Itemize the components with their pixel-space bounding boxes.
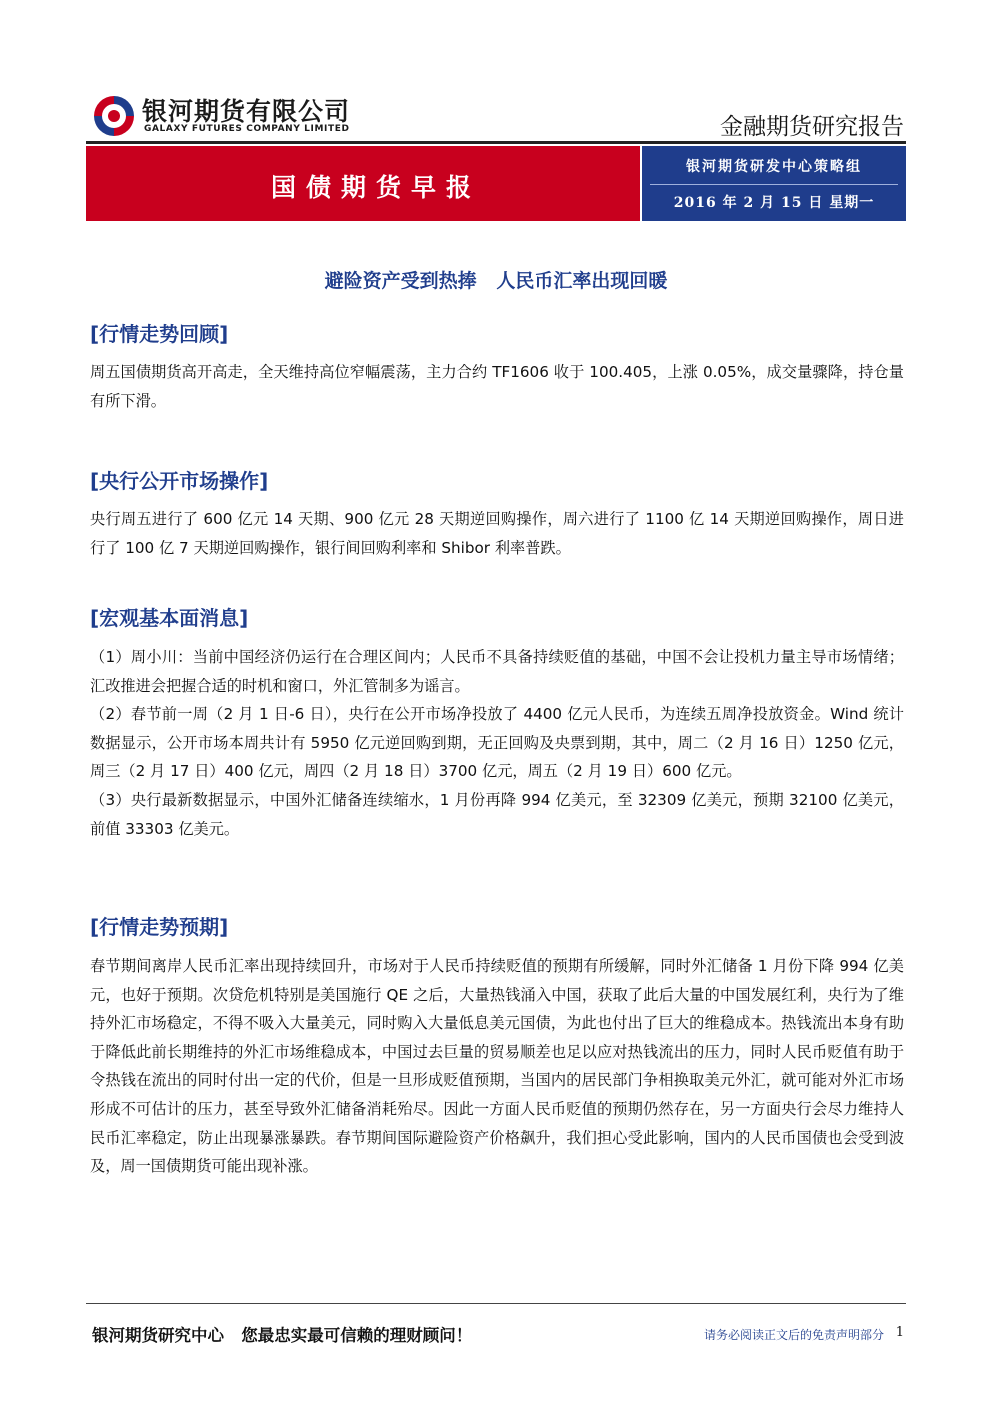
report-type: 金融期货研究报告 xyxy=(720,114,904,140)
banner-info-divider xyxy=(650,184,898,185)
paragraph: 春节期间离岸人民币汇率出现持续回升，市场对于人民币持续贬值的预期有所缓解，同时外汇储备 1 月份下降 994 亿美元，也好于预期。次贷危机特别是美国施行 QE 之后，大量热钱涌入中国，获取了此后大量的中国发展红利，央行为了维持外汇市场稳定，不得不吸入大量美元，同时购入大量低息美元国债，为此也付出了巨大的维稳成本。热钱流出本身有助于降低此前长期维持的外汇市场维稳成本，中国过去巨量的贸易顺差也足以应对热钱流出的压力，同时人民币贬值有助于令热钱在流出的同时付出一定的代价，但是一旦形成贬值预期，当国内的居民部门争相换取美元外汇，就可能对外汇市场形成不可估计的压力，甚至导致外汇储备消耗殆尽。因此一方面人民币贬值的预期仍然存在，另一方面央行会尽力维持人民币汇率稳定，防止出现暴涨暴跌。春节期间国际避险资产价格飙升，我们担心受此影响，国内的人民币国债也会受到波及，周一国债期货可能出现补涨。 xyxy=(90,957,904,1176)
paragraph: 周五国债期货高开高走，全天维持高位窄幅震荡，主力合约 TF1606 收于 100.405，上涨 0.05%，成交量骤降，持仓量有所下滑。 xyxy=(90,363,904,410)
paragraph: （3）央行最新数据显示，中国外汇储备连续缩水，1 月份再降 994 亿美元，至 32309 亿美元，预期 32100 亿美元，前值 33303 亿美元。 xyxy=(90,790,904,838)
galaxy-logo-icon xyxy=(92,94,136,138)
paragraph: 央行周五进行了 600 亿元 14 天期、900 亿元 28 天期逆回购操作，周六进行了 1100 亿 14 天期逆回购操作，周日进行了 100 亿 7 天期逆回购操作，银行间回购利率和 Shibor 利率普跌。 xyxy=(90,510,904,557)
banner-title: 国债期货早报 xyxy=(270,173,481,202)
company-name-cn: 银河期货有限公司 xyxy=(142,97,351,126)
section-heading-open-market: [央行公开市场操作] xyxy=(90,469,269,493)
report-date: 2016 年 2 月 15 日 星期一 xyxy=(673,195,875,211)
page-number: 1 xyxy=(895,1325,904,1340)
section-heading-outlook: [行情走势预期] xyxy=(90,915,229,939)
header-divider xyxy=(86,141,906,144)
banner-info-panel xyxy=(642,146,906,221)
section-heading-macro-news: [宏观基本面消息] xyxy=(90,606,249,630)
section-heading-market-review: [行情走势回顾] xyxy=(90,322,229,346)
document-title: 避险资产受到热捧 人民币汇率出现回暖 xyxy=(324,270,668,292)
section-body-outlook xyxy=(90,952,904,1181)
footer-disclaimer: 请务必阅读正文后的免责声明部分 xyxy=(703,1328,884,1342)
paragraph: （2）春节前一周（2 月 1 日-6 日），央行在公开市场净投放了 4400 亿元人民币，为连续五周净投放资金。Wind 统计数据显示，公开市场本周共计有 5950 亿元逆回购到期，无正回购及央票到期，其中，周二（2 月 16 日）1250 亿元，周三（2 月 17 日）400 亿元，周四（2 月 18 日）3700 亿元，周五（2 月 19 日）600 亿元。 xyxy=(90,705,904,781)
research-group: 银河期货研发中心策略组 xyxy=(686,159,862,175)
header-banner xyxy=(86,146,906,221)
company-name-en: GALAXY FUTURES COMPANY LIMITED xyxy=(144,124,350,134)
footer-slogan: 银河期货研究中心 您最忠实最可信赖的理财顾问！ xyxy=(92,1326,473,1345)
section-body-macro-news xyxy=(90,643,904,843)
section-body-market-review xyxy=(90,358,904,415)
footer-divider xyxy=(86,1303,906,1304)
section-body-open-market xyxy=(90,505,904,562)
paragraph: （1）周小川：当前中国经济仍运行在合理区间内；人民币不具备持续贬值的基础，中国不会让投机力量主导市场情绪；汇改推进会把握合适的时机和窗口，外汇管制多为谣言。 xyxy=(90,648,904,695)
company-logo xyxy=(92,92,382,142)
